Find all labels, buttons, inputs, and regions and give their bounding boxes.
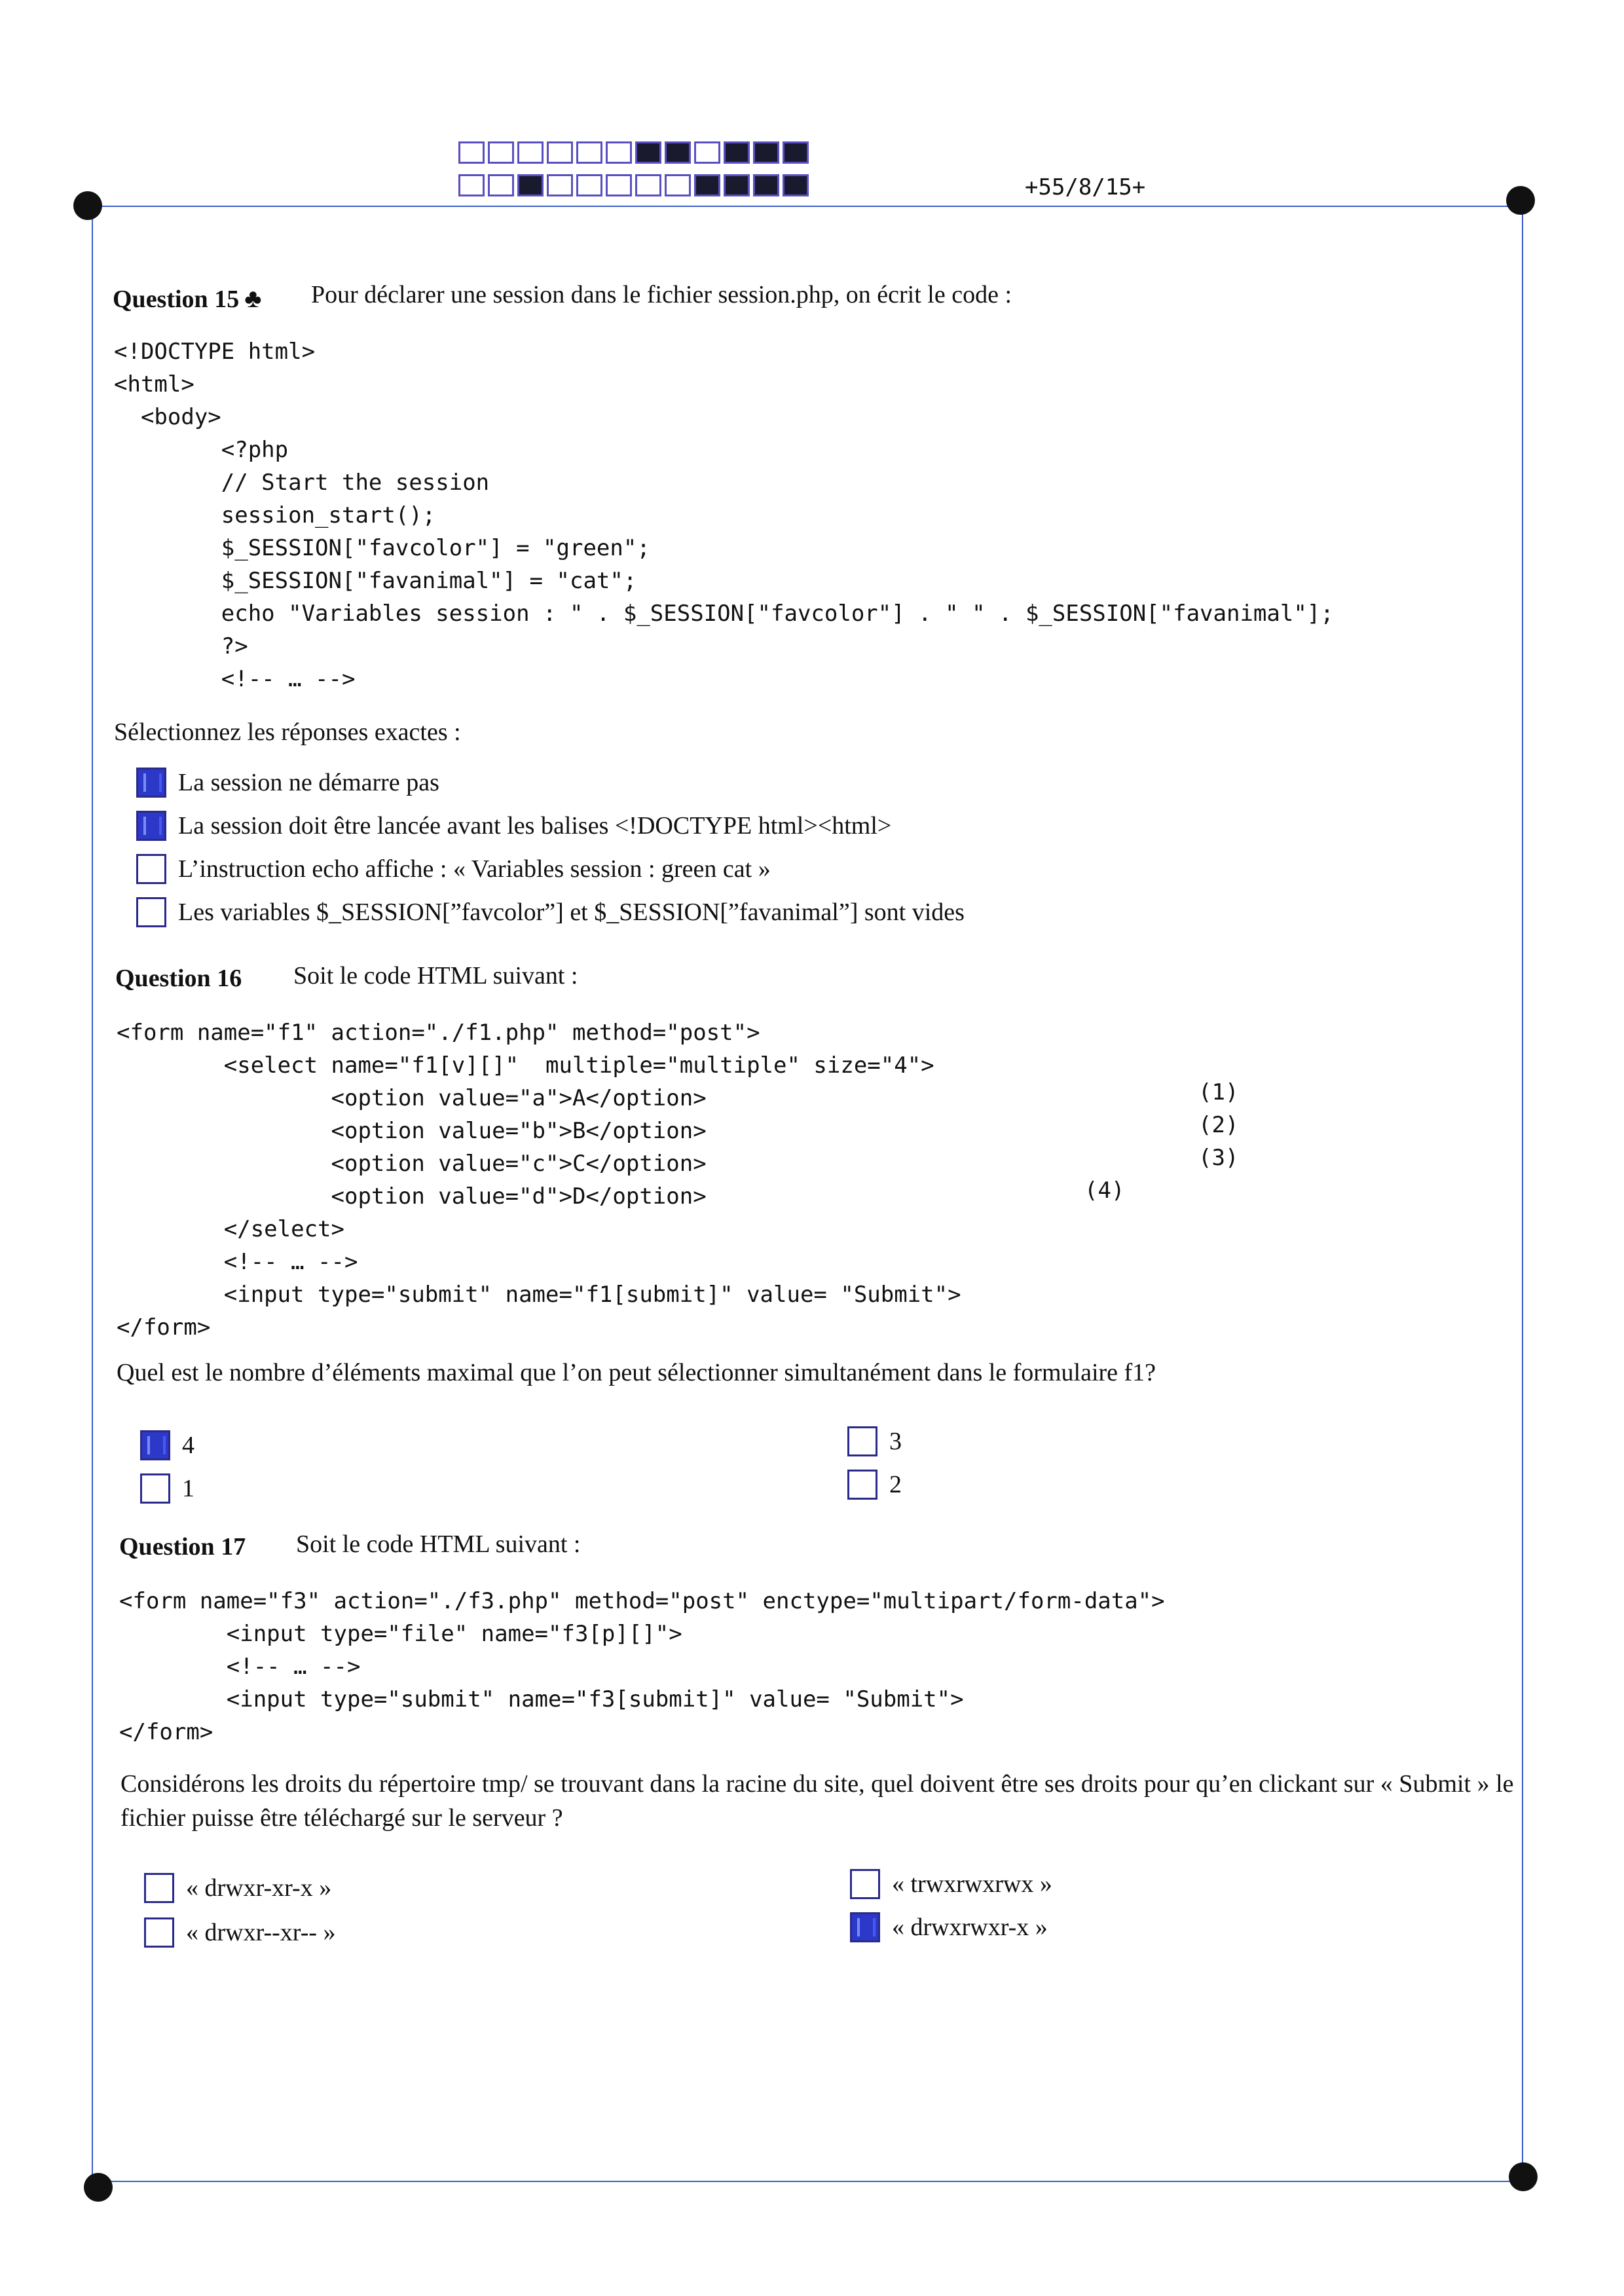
checkbox[interactable] bbox=[136, 897, 166, 927]
binary-cell bbox=[488, 141, 514, 164]
binary-cell bbox=[783, 141, 809, 164]
binary-cell bbox=[517, 174, 544, 196]
question-15-title bbox=[113, 283, 261, 314]
binary-cell bbox=[635, 141, 661, 164]
q15-answer-2[interactable] bbox=[136, 811, 891, 841]
answer-label: 4 bbox=[182, 1432, 194, 1459]
corner-dot-bottom-right bbox=[1509, 2162, 1538, 2191]
q15-answer-4[interactable] bbox=[136, 897, 965, 927]
answer-label: Les variables $_SESSION[”favcolor”] et $_SESSION[”favanimal”] sont vides bbox=[178, 898, 965, 926]
q15-answer-3[interactable] bbox=[136, 854, 771, 884]
q15-answer-1[interactable] bbox=[136, 768, 439, 798]
answer-label: 1 bbox=[182, 1475, 194, 1502]
binary-cell bbox=[753, 174, 779, 196]
binary-cell bbox=[783, 174, 809, 196]
checkbox[interactable] bbox=[847, 1426, 877, 1456]
binary-cell bbox=[635, 174, 661, 196]
answer-label: « drwxr--xr-- » bbox=[186, 1919, 336, 1946]
club-icon: ♣ bbox=[244, 284, 262, 313]
q16-answer-2[interactable] bbox=[847, 1470, 902, 1500]
corner-dot-top-right bbox=[1506, 186, 1535, 215]
q17-answer-trwxrwxrwx[interactable] bbox=[850, 1869, 1052, 1899]
frame-right-line bbox=[1522, 207, 1523, 2181]
question-17-code: <form name="f3" action="./f3.php" method="post" enctype="multipart/form-data"> <input type="file" name="f3[p][]"> <!-- … --> <input type="submit" name="f3[submit]" value= "Submit"> </form> bbox=[119, 1588, 1165, 1745]
checkbox[interactable] bbox=[850, 1869, 880, 1899]
checkbox[interactable] bbox=[144, 1873, 174, 1903]
question-15-code: <!DOCTYPE html> <html> <body> <?php // Start the session session_start(); $_SESSION["favcolor"] = "green"; $_SESSION["favanimal"] = "cat"; echo "Variables session : " . $_SESSION["favcolor"] . " " . $_SESSION["favanimal"]; ?> <!-- … --> bbox=[114, 339, 1334, 692]
binary-cell bbox=[606, 141, 632, 164]
line-marker-3: (3) bbox=[1198, 1145, 1239, 1171]
question-17-title: Question 17 bbox=[119, 1533, 246, 1561]
binary-cell bbox=[694, 174, 720, 196]
binary-cell bbox=[576, 141, 602, 164]
corner-dot-top-left bbox=[73, 191, 102, 220]
checkbox[interactable] bbox=[140, 1430, 170, 1460]
answer-label: 3 bbox=[889, 1428, 902, 1455]
checkbox[interactable] bbox=[136, 854, 166, 884]
frame-top-line bbox=[90, 206, 1524, 207]
binary-cell bbox=[517, 141, 544, 164]
binary-cell bbox=[724, 174, 750, 196]
answer-label: La session doit être lancée avant les balises <!DOCTYPE html><html> bbox=[178, 812, 892, 840]
binary-cell bbox=[576, 174, 602, 196]
answer-label: L’instruction echo affiche : « Variables session : green cat » bbox=[178, 855, 771, 883]
binary-cell bbox=[753, 141, 779, 164]
binary-cell bbox=[547, 174, 573, 196]
page-id: +55/8/15+ bbox=[1025, 174, 1146, 200]
q17-answer-drwxr-xr-x[interactable] bbox=[144, 1873, 331, 1903]
checkbox[interactable] bbox=[144, 1917, 174, 1948]
checkbox[interactable] bbox=[136, 811, 166, 841]
binary-cell bbox=[458, 174, 485, 196]
corner-dot-bottom-left bbox=[84, 2173, 113, 2202]
binary-cell bbox=[458, 141, 485, 164]
q17-answer-drwxrwxr-x[interactable] bbox=[850, 1912, 1048, 1942]
checkbox[interactable] bbox=[847, 1470, 877, 1500]
checkbox[interactable] bbox=[136, 768, 166, 798]
q16-answer-1[interactable] bbox=[140, 1473, 194, 1504]
question-17-prompt: Soit le code HTML suivant : bbox=[296, 1530, 581, 1558]
frame-left-line bbox=[92, 207, 93, 2181]
binary-cell bbox=[488, 174, 514, 196]
answer-label: « drwxrwxr-x » bbox=[892, 1914, 1048, 1941]
frame-bottom-line bbox=[98, 2181, 1530, 2182]
answer-label: La session ne démarre pas bbox=[178, 769, 439, 796]
line-marker-1: (1) bbox=[1198, 1079, 1239, 1105]
q16-answer-4[interactable] bbox=[140, 1430, 194, 1460]
question-17-question: Considérons les droits du répertoire tmp/ se trouvant dans la racine du site, quel doivent être ses droits pour qu’en clickant sur « Submit » le fichier puisse être téléchargé sur le serveur ? bbox=[120, 1770, 1514, 1832]
binary-cell bbox=[665, 174, 691, 196]
binary-cell bbox=[665, 141, 691, 164]
question-16-prompt: Soit le code HTML suivant : bbox=[293, 962, 578, 990]
line-marker-2: (2) bbox=[1198, 1112, 1239, 1138]
question-16-code: <form name="f1" action="./f1.php" method="post"> <select name="f1[v][]" multiple="multiple" size="4"> <option value="a">A</option> <option value="b">B</option> <option value="c">C</option> <option value="d">D</option> </select> <!-- … --> <input type="submit" name="f1[submit]" value= "Submit"> </form> bbox=[117, 1020, 961, 1341]
question-15-prompt: Pour déclarer une session dans le fichier session.php, on écrit le code : bbox=[311, 281, 1012, 308]
checkbox[interactable] bbox=[140, 1473, 170, 1504]
answer-label: « trwxrwxrwx » bbox=[892, 1870, 1052, 1898]
question-15-number: Question 15 bbox=[113, 286, 240, 313]
binary-cell bbox=[724, 141, 750, 164]
checkbox[interactable] bbox=[850, 1912, 880, 1942]
binary-code-row-2 bbox=[458, 174, 809, 196]
binary-code-row-1 bbox=[458, 141, 809, 164]
answer-label: « drwxr-xr-x » bbox=[186, 1874, 332, 1902]
question-16-question: Quel est le nombre d’éléments maximal que l’on peut sélectionner simultanément dans le formulaire f1? bbox=[117, 1359, 1156, 1386]
binary-cell bbox=[547, 141, 573, 164]
question-16-title: Question 16 bbox=[115, 965, 242, 992]
q16-answer-3[interactable] bbox=[847, 1426, 902, 1456]
question-15-select-label: Sélectionnez les réponses exactes : bbox=[114, 718, 461, 746]
line-marker-4: (4) bbox=[1084, 1177, 1125, 1204]
binary-cell bbox=[606, 174, 632, 196]
answer-label: 2 bbox=[889, 1471, 902, 1498]
q17-answer-drwxr--xr--[interactable] bbox=[144, 1917, 336, 1948]
binary-cell bbox=[694, 141, 720, 164]
